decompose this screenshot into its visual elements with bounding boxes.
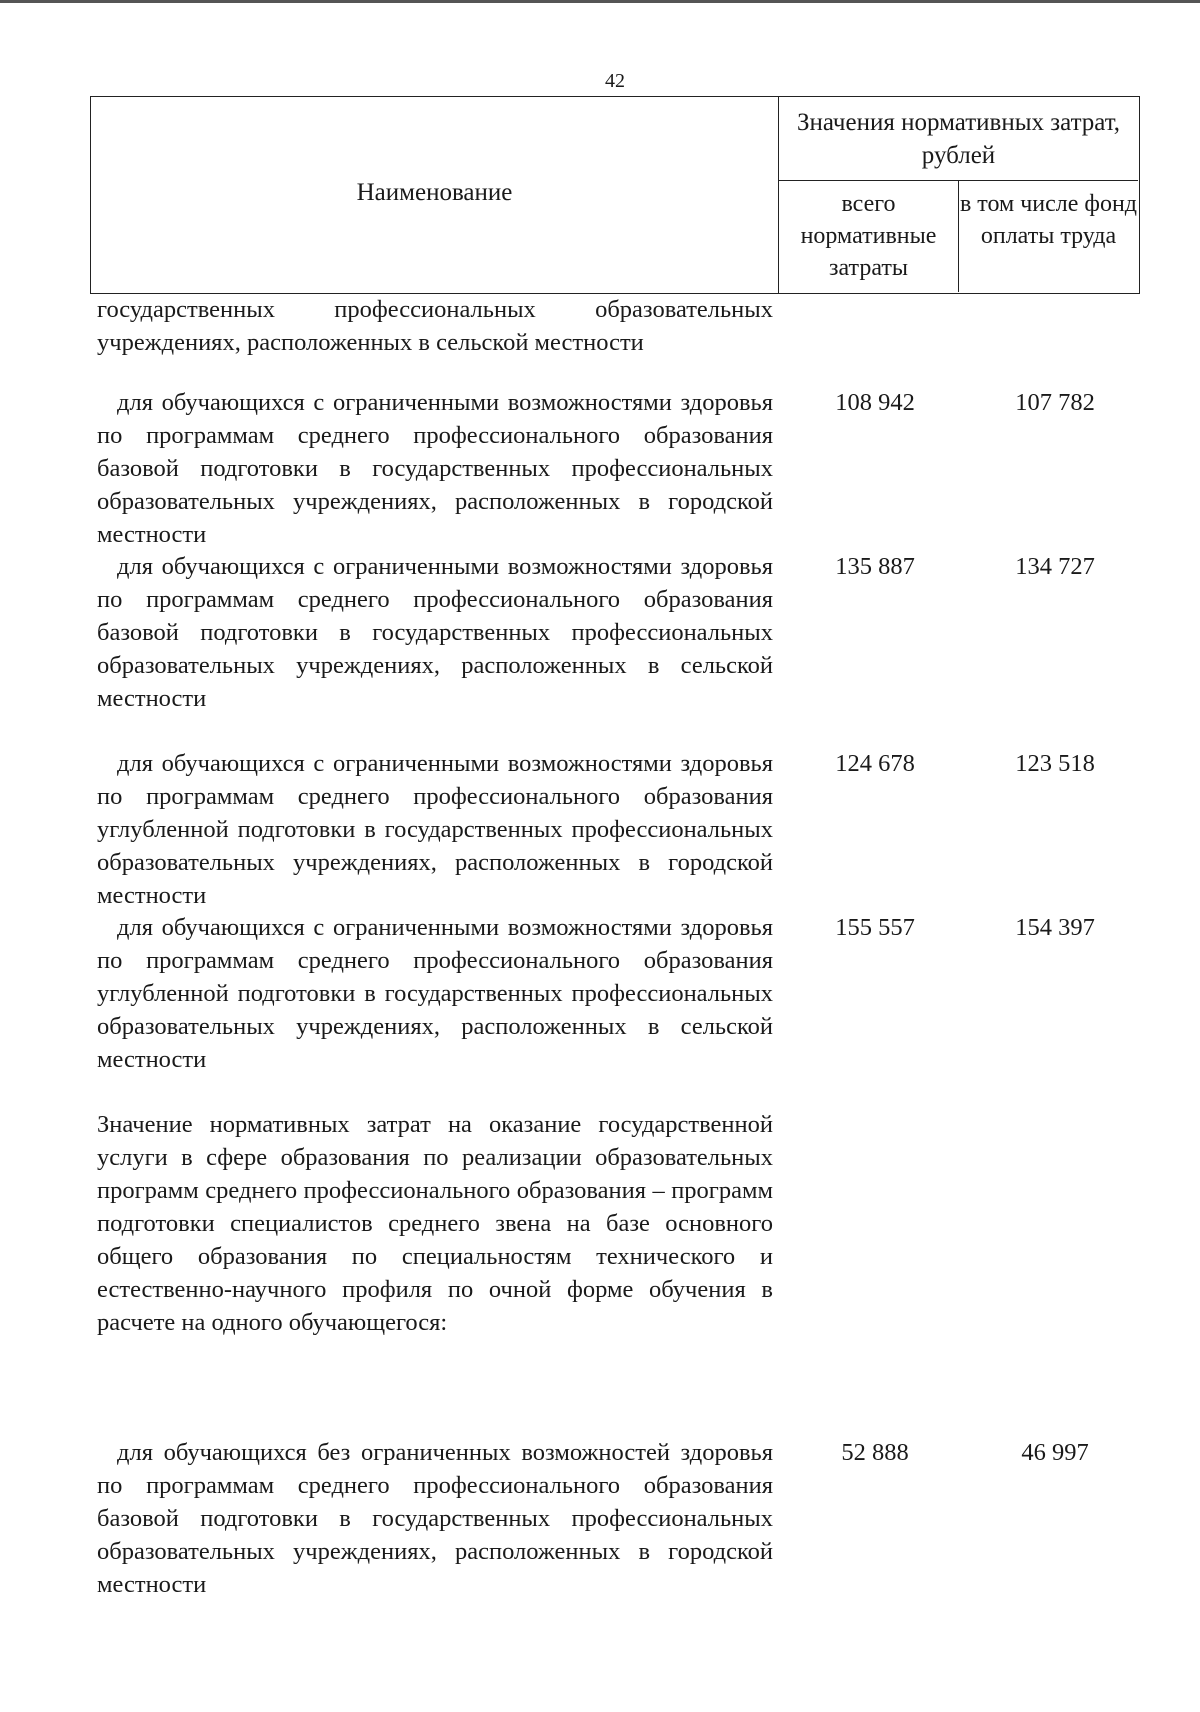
table-row-continuation: государственных профессиональных образовательных учреждениях, расположенных в сельской местности xyxy=(97,296,773,356)
top-rule xyxy=(0,0,1200,3)
row-total-value: 155 557 xyxy=(835,914,915,941)
page-number: 42 xyxy=(605,70,625,92)
header-fund-column: в том числе фонд оплаты труда xyxy=(959,191,1138,249)
row-fund-value: 134 727 xyxy=(1015,553,1095,580)
row-total-value: 124 678 xyxy=(835,750,915,777)
row-fund-value: 123 518 xyxy=(1015,750,1095,777)
section-heading-text: Значение нормативных затрат на оказание государственной услуги в сфере образования по реализации образовательных программ среднего профессионального образования – программ подготовки специалистов среднего звена на базе основного общего образования по специальностям технического и естественно-научного профиля по очной форме обучения в расчете на одного обучающегося: xyxy=(97,1111,773,1336)
row-total-value: 135 887 xyxy=(835,553,915,580)
row-fund-value: 46 997 xyxy=(1021,1439,1089,1466)
header-name-column: Наименование xyxy=(91,97,779,293)
table-row-text: для обучающихся без ограниченных возможностей здоровья по программам среднего профессионального образования базовой подготовки в государственных профессиональных образовательных учреждениях, расположенных в городской местности xyxy=(97,1439,773,1598)
header-values-group: Значения нормативных затрат, рублей xyxy=(779,97,1138,181)
row-total-value: 52 888 xyxy=(841,1439,909,1466)
table-row-text: для обучающихся с ограниченными возможностями здоровья по программам среднего профессионального образования углубленной подготовки в государственных профессиональных образовательных учреждениях, расположенных в городской местности xyxy=(97,750,773,909)
table-row-text: для обучающихся с ограниченными возможностями здоровья по программам среднего профессионального образования углубленной подготовки в государственных профессиональных образовательных учреждениях, расположенных в сельской местности xyxy=(97,914,773,1073)
row-fund-value: 107 782 xyxy=(1015,389,1095,416)
row-total-value: 108 942 xyxy=(835,389,915,416)
row-fund-value: 154 397 xyxy=(1015,914,1095,941)
header-total-column: всего нормативные затраты xyxy=(779,181,959,292)
table-row-text: для обучающихся с ограниченными возможностями здоровья по программам среднего профессионального образования базовой подготовки в государственных профессиональных образовательных учреждениях, расположенных в сельской местности xyxy=(97,553,773,712)
table-header xyxy=(90,96,1140,294)
table-row-text: для обучающихся с ограниченными возможностями здоровья по программам среднего профессионального образования базовой подготовки в государственных профессиональных образовательных учреждениях, расположенных в городской местности xyxy=(97,389,773,548)
